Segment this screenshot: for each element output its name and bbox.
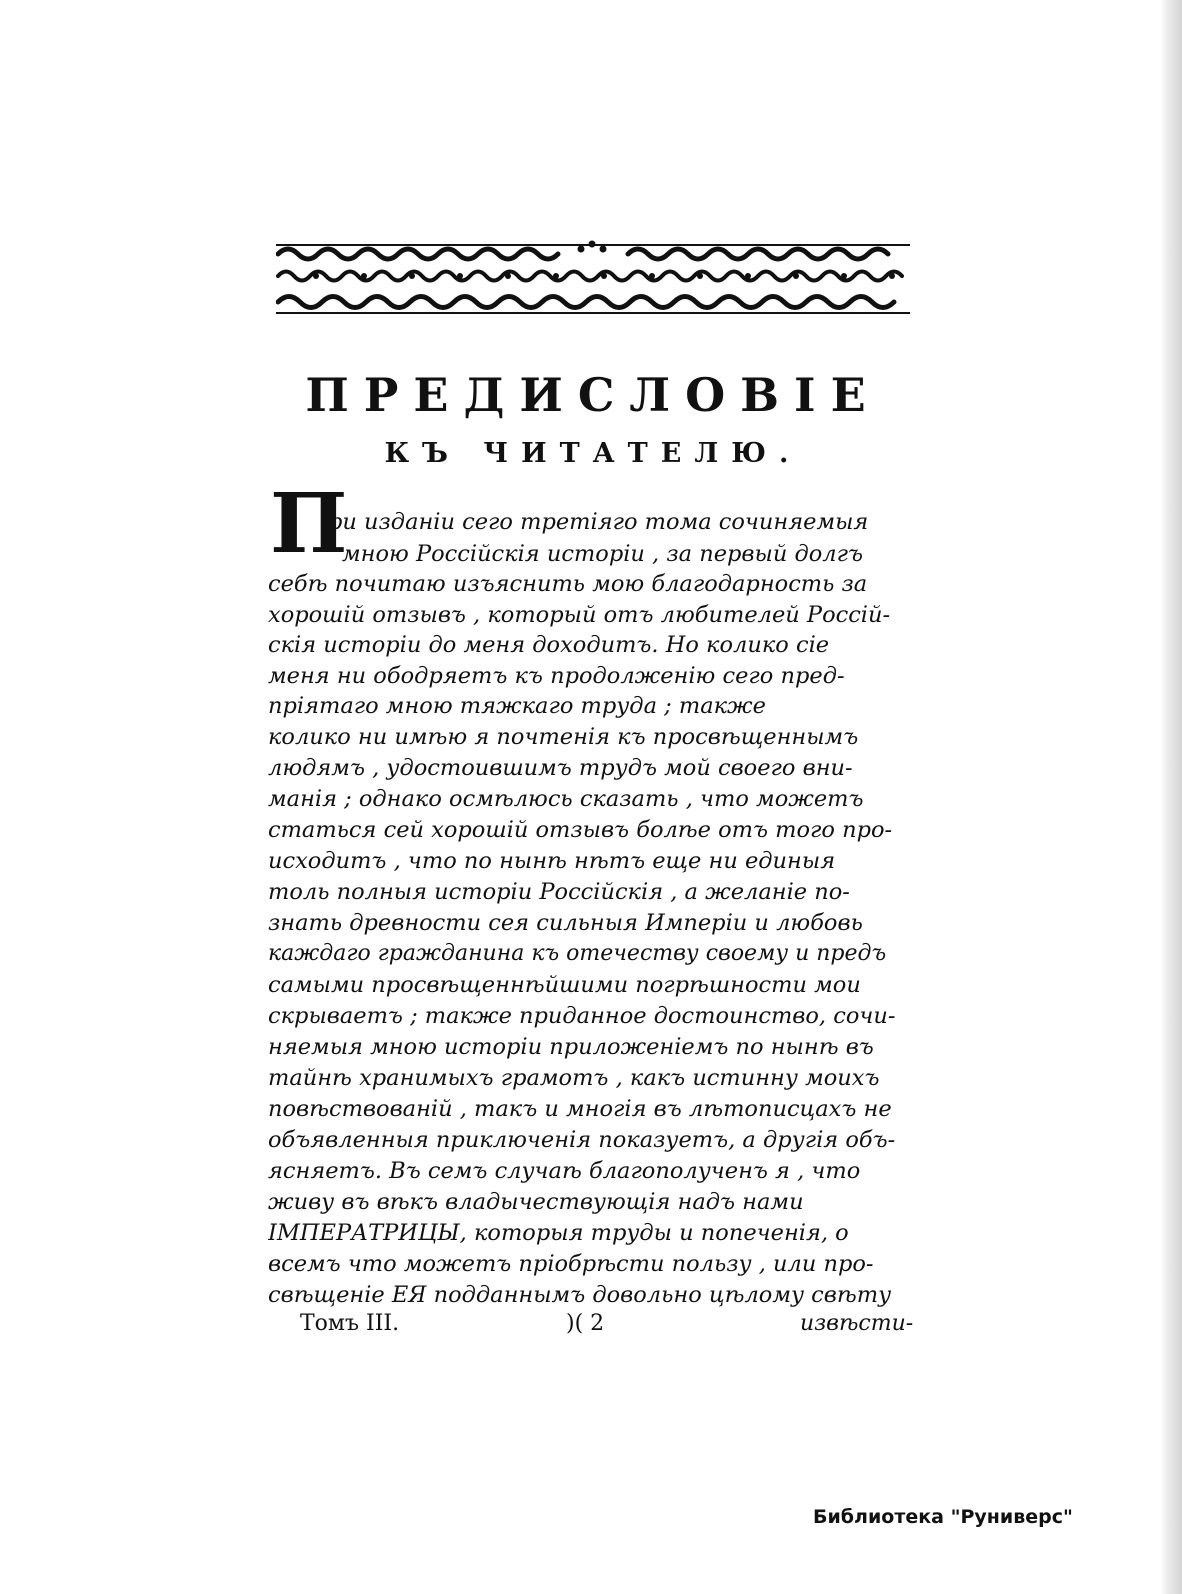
ornament-border [276, 240, 910, 316]
text-line: статься сей хорошій отзывъ болѣе отъ того про- [268, 817, 893, 843]
text-line: скрываетъ ; также приданное достоинство, сочи- [268, 1003, 896, 1029]
text-line: всемъ что можетъ пріобрѣсти пользу , или про- [268, 1251, 874, 1277]
text-line: объявленныя приключенія показуетъ, а другія объ- [268, 1127, 896, 1153]
text-line: мною Россійскія исторіи , за первый долгъ [342, 541, 863, 567]
text-line: пріятаго мною тяжкаго труда ; также [268, 693, 766, 719]
text-line: скія исторіи до меня доходитъ. Но колико сіе [268, 632, 830, 658]
volume-label: Томъ III. [300, 1311, 400, 1336]
library-watermark: Библиотека "Руниверс" [813, 1506, 1073, 1528]
page-title: ПРЕДИСЛОВІЕ [305, 368, 881, 422]
text-line: самыми просвѣщеннѣйшими погрѣшности мои [268, 972, 861, 998]
text-line: себѣ почитаю изъяснить мою благодарность за [268, 571, 868, 597]
text-line: повѣствованій , такъ и многія въ лѣтописцахъ не [268, 1096, 892, 1122]
text-line: знать древности сея сильныя Имперіи и любовь [268, 910, 863, 936]
catchword: извѣсти- [800, 1311, 914, 1336]
page-edge-shadow [1160, 0, 1182, 1594]
text-line: ри изданіи сего третіяго тома сочиняемыя [328, 509, 869, 535]
text-line: ясняетъ. Въ семъ случаѣ благополученъ я , что [268, 1158, 861, 1184]
text-line: колико ни имѣю я почтенія къ просвѣщеннымъ [268, 724, 859, 750]
text-line: манія ; однако осмѣлюсь сказать , что можетъ [268, 786, 864, 812]
text-line: свѣщеніе ЕЯ подданнымъ довольно цѣлому свѣту [268, 1282, 892, 1308]
page-subtitle: КЪ ЧИТАТЕЛЮ. [384, 438, 802, 469]
text-line: хорошій отзывъ , который отъ любителей Россій- [268, 602, 891, 628]
text-line: ІМПЕРАТРИЦЫ, которыя труды и попеченія, о [268, 1220, 849, 1246]
text-line: каждаго гражданина къ отечеству своему и предъ [268, 941, 887, 966]
drop-cap: П [270, 476, 348, 572]
page-footer [300, 1311, 914, 1343]
text-line: исходитъ , что по нынѣ нѣтъ еще ни единыя [268, 848, 836, 874]
text-line: толь полныя исторіи Россійскія , а желаніе по- [268, 879, 850, 905]
text-line: людямъ , удостоившимъ трудъ мой своего вни- [268, 755, 853, 781]
text-line: меня ни ободряетъ къ продолженію сего пред- [268, 663, 845, 689]
text-line: тайнѣ хранимыхъ грамотъ , какъ истинну моихъ [268, 1065, 880, 1091]
signature-mark: )( 2 [566, 1311, 605, 1336]
text-line: живу въ вѣкъ владычествующія надъ нами [268, 1189, 804, 1215]
text-line: няемыя мною исторіи приложеніемъ по нынѣ въ [268, 1034, 874, 1060]
